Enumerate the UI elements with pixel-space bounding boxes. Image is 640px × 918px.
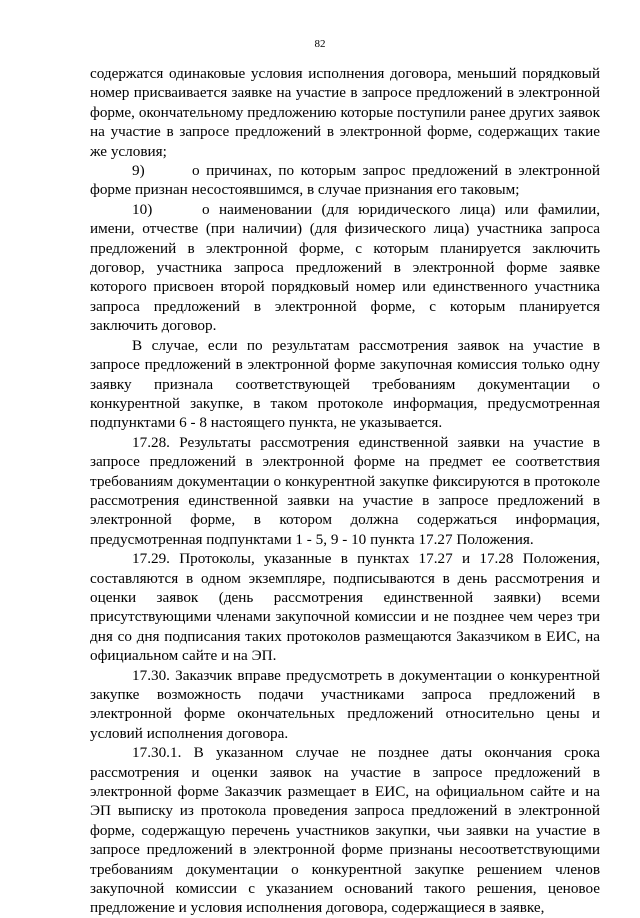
list-item-number: 10) — [132, 200, 153, 218]
list-item-text: о наименовании (для юридического лица) или фамилии, имени, отчестве (при наличии) (для физического лица) участника запроса предложений в электронной форме, с которым планируется заключить договор, участника запроса предложений в электронной форме заявке которого присвоен второй порядковый номер или единственного участника запроса предложений в электронной форме, с которым планируется заключить договор. — [90, 200, 600, 335]
list-item-text: о причинах, по которым запрос предложений в электронной форме признан несостоявшимся, в случае признания его таковым; — [90, 162, 600, 199]
clause-17-30-1: 17.30.1. В указанном случае не позднее даты окончания срока рассмотрения и оценки заявок на участие в запросе предложений в электронной форме Заказчик размещает в ЕИС, на официальном сайте и на ЭП выписку из протокола проведения запроса предложений в электронной форме, содержащую перечень участников закупки, чьи заявки на участие в запросе предложений в электронной форме признаны несоответствующими требованиям документации о конкурентной закупке решением членов закупочной комиссии с указанием оснований такого решения, ценовое предложение и условия исполнения договора, содержащиеся в заявке, — [90, 744, 600, 917]
list-item-number: 9) — [132, 162, 145, 180]
page-number: 82 — [314, 38, 326, 50]
paragraph-continuation: содержатся одинаковые условия исполнения договора, меньший порядковый номер присваивается заявке на участие в запросе предложений в электронной форме, окончательному предложению которые поступили ранее других заявок на участие в запросе предложений в электронной форме, содержащих такие же условия; — [90, 65, 600, 160]
document-body — [90, 64, 600, 918]
list-item-10 — [90, 200, 600, 336]
clause-17-28: 17.28. Результаты рассмотрения единственной заявки на участие в запросе предложений в электронной форме на предмет ее соответствия требованиям документации о конкурентной закупке фиксируются в протоколе рассмотрения единственной заявки на участие в запросе предложений в электронной форме, в котором должна содержаться информация, предусмотренная подпунктами 1 - 5, 9 - 10 пункта 17.27 Положения. — [90, 433, 600, 548]
clause-17-30: 17.30. Заказчик вправе предусмотреть в документации о конкурентной закупке возможность подачи участниками запроса предложений в электронной форме окончательных предложений относительно цены и условий исполнения договора. — [90, 666, 600, 742]
clause-17-29: 17.29. Протоколы, указанные в пунктах 17.27 и 17.28 Положения, составляются в одном экземпляре, подписываются в день рассмотрения и оценки заявок (день рассмотрения единственной заявки) всеми присутствующими членами закупочной комиссии и не позднее чем через три дня со дня подписания таких протоколов размещаются Заказчиком в ЕИС, на официальном сайте и на ЭП. — [90, 550, 600, 665]
paragraph-single-bid-case: В случае, если по результатам рассмотрения заявок на участие в запросе предложений в электронной форме закупочная комиссия только одну заявку признала соответствующей требованиям документации о конкурентной закупке, в таком протоколе информация, предусмотренная подпунктами 6 - 8 настоящего пункта, не указывается. — [90, 336, 600, 432]
list-item-9 — [90, 161, 600, 200]
